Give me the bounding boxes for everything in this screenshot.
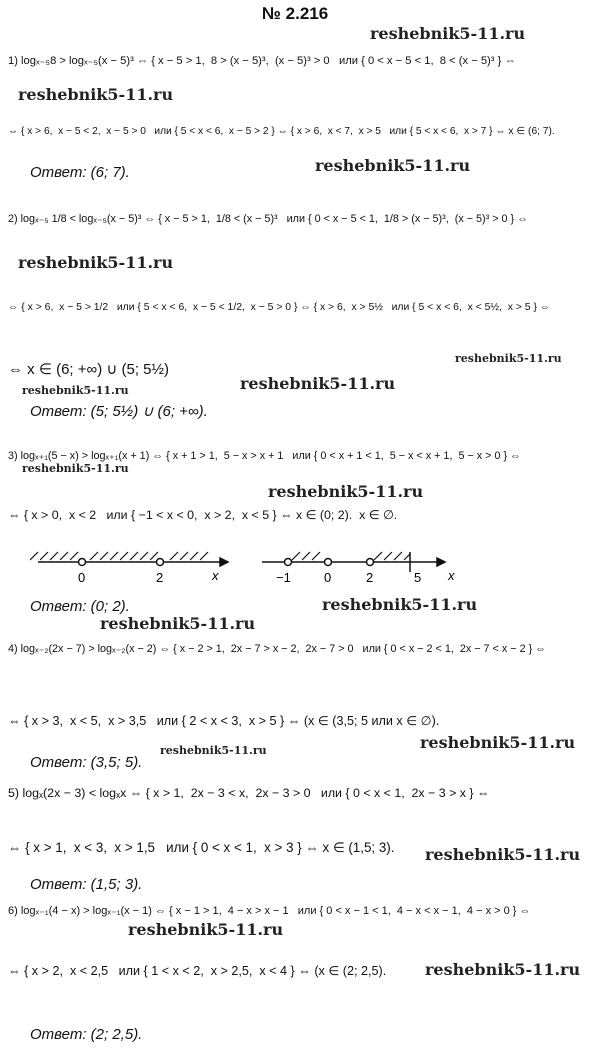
tick-0: 0: [78, 570, 86, 585]
watermark: reshebnik5-11.ru: [268, 482, 424, 501]
problem-2-result: ⇔ x ∈ (6; +∞) ∪ (5; 5½): [8, 361, 170, 378]
problem-2-step: ⇔ { x > 6, x − 5 > 1/2 или { 5 < x < 6, x − 5 < 1/2, x − 5 > 0 } ⇔ { x > 6, x > 5½ или { 5 < x < 6, x < 5½, x > 5 } ⇔: [8, 302, 551, 313]
point-0: [79, 559, 86, 566]
watermark: reshebnik5-11.ru: [22, 384, 129, 397]
watermark: reshebnik5-11.ru: [455, 352, 562, 365]
number-line-2: [262, 540, 462, 590]
problem-3-statement: 3) logₓ₊₁(5 − x) > logₓ₊₁(x + 1) ⇔ { x + 1 > 1, 5 − x > x + 1 или { 0 < x + 1 < 1, 5 − x < x + 1, 5 − x > 0 } ⇔: [8, 450, 521, 462]
watermark: reshebnik5-11.ru: [370, 24, 526, 43]
watermark: reshebnik5-11.ru: [420, 733, 576, 752]
problem-5-statement: 5) logₓ(2x − 3) < logₓx ⇔ { x > 1, 2x − 3 < x, 2x − 3 > 0 или { 0 < x < 1, 2x − 3 > x } ⇔: [8, 786, 490, 800]
tick-5: 5: [414, 570, 422, 585]
answer-2: Ответ: (5; 5½) ∪ (6; +∞).: [30, 403, 208, 420]
watermark: reshebnik5-11.ru: [100, 614, 256, 633]
answer-5: Ответ: (1,5; 3).: [30, 876, 143, 893]
problem-6-step: ⇔ { x > 2, x < 2,5 или { 1 < x < 2, x > 2,5, x < 4 } ⇔ (x ∈ (2; 2,5).: [8, 964, 387, 978]
tick-0: 0: [324, 570, 332, 585]
watermark: reshebnik5-11.ru: [128, 920, 284, 939]
number-line-1: [30, 540, 230, 590]
watermark: reshebnik5-11.ru: [240, 374, 396, 393]
problem-6-statement: 6) logₓ₋₁(4 − x) > logₓ₋₁(x − 1) ⇔ { x − 1 > 1, 4 − x > x − 1 или { 0 < x − 1 < 1, 4 − x < x − 1, 4 − x > 0 } ⇔: [8, 905, 531, 917]
watermark: reshebnik5-11.ru: [160, 744, 267, 757]
problem-4-step: ⇔ { x > 3, x < 5, x > 3,5 или { 2 < x < 3, x > 5 } ⇔ (x ∈ (3,5; 5 или x ∈ ∅).: [8, 714, 440, 728]
watermark: reshebnik5-11.ru: [18, 253, 174, 272]
tick-2: 2: [156, 570, 164, 585]
answer-1: Ответ: (6; 7).: [30, 164, 130, 181]
point-2: [157, 559, 164, 566]
axis-label-x: x: [448, 568, 455, 583]
point-0: [325, 559, 332, 566]
tick-2: 2: [366, 570, 374, 585]
axis-arrow: [437, 558, 445, 566]
watermark: reshebnik5-11.ru: [315, 156, 471, 175]
hatch: [30, 552, 208, 560]
axis-arrow: [220, 558, 228, 566]
watermark: reshebnik5-11.ru: [18, 85, 174, 104]
answer-3: Ответ: (0; 2).: [30, 598, 130, 615]
problem-5-step: ⇔ { x > 1, x < 3, x > 1,5 или { 0 < x < 1, x > 3 } ⇔ x ∈ (1,5; 3).: [8, 840, 395, 855]
problem-2-statement: 2) logₓ₋₅ 1/8 < logₓ₋₅(x − 5)³ ⇔ { x − 5 > 1, 1/8 < (x − 5)³ или { 0 < x − 5 < 1, 1/8 > (x − 5)³, (x − 5)³ > 0 } ⇔: [8, 213, 528, 225]
watermark: reshebnik5-11.ru: [425, 845, 581, 864]
problem-4-statement: 4) logₓ₋₂(2x − 7) > logₓ₋₂(x − 2) ⇔ { x − 2 > 1, 2x − 7 > x − 2, 2x − 7 > 0 или { 0 < x − 2 < 1, 2x − 7 < x − 2 } ⇔: [8, 643, 546, 655]
watermark: reshebnik5-11.ru: [322, 595, 478, 614]
watermark: reshebnik5-11.ru: [22, 462, 129, 475]
problem-3-step: ⇔ { x > 0, x < 2 или { −1 < x < 0, x > 2, x < 5 } ⇔ x ∈ (0; 2). x ∈ ∅.: [8, 508, 398, 522]
point-2: [367, 559, 374, 566]
watermark: reshebnik5-11.ru: [425, 960, 581, 979]
hatch: [292, 552, 410, 560]
tick-minus1: −1: [276, 570, 291, 585]
point-minus1: [285, 559, 292, 566]
problem-1-statement: 1) logₓ₋₅8 > logₓ₋₅(x − 5)³ ⇔ { x − 5 > 1, 8 > (x − 5)³, (x − 5)³ > 0 или { 0 < x − 5 < 1, 8 < (x − 5)³ } ⇔: [8, 55, 516, 67]
answer-6: Ответ: (2; 2,5).: [30, 1026, 143, 1043]
answer-4: Ответ: (3,5; 5).: [30, 754, 143, 771]
axis-label-x: x: [212, 568, 219, 583]
problem-number: № 2.216: [262, 4, 329, 23]
problem-1-step: ⇔ { x > 6, x − 5 < 2, x − 5 > 0 или { 5 < x < 6, x − 5 > 2 } ⇔ { x > 6, x < 7, x > 5 или { 5 < x < 6, x > 7 } ⇔ x ∈ (6; 7).: [8, 126, 555, 137]
